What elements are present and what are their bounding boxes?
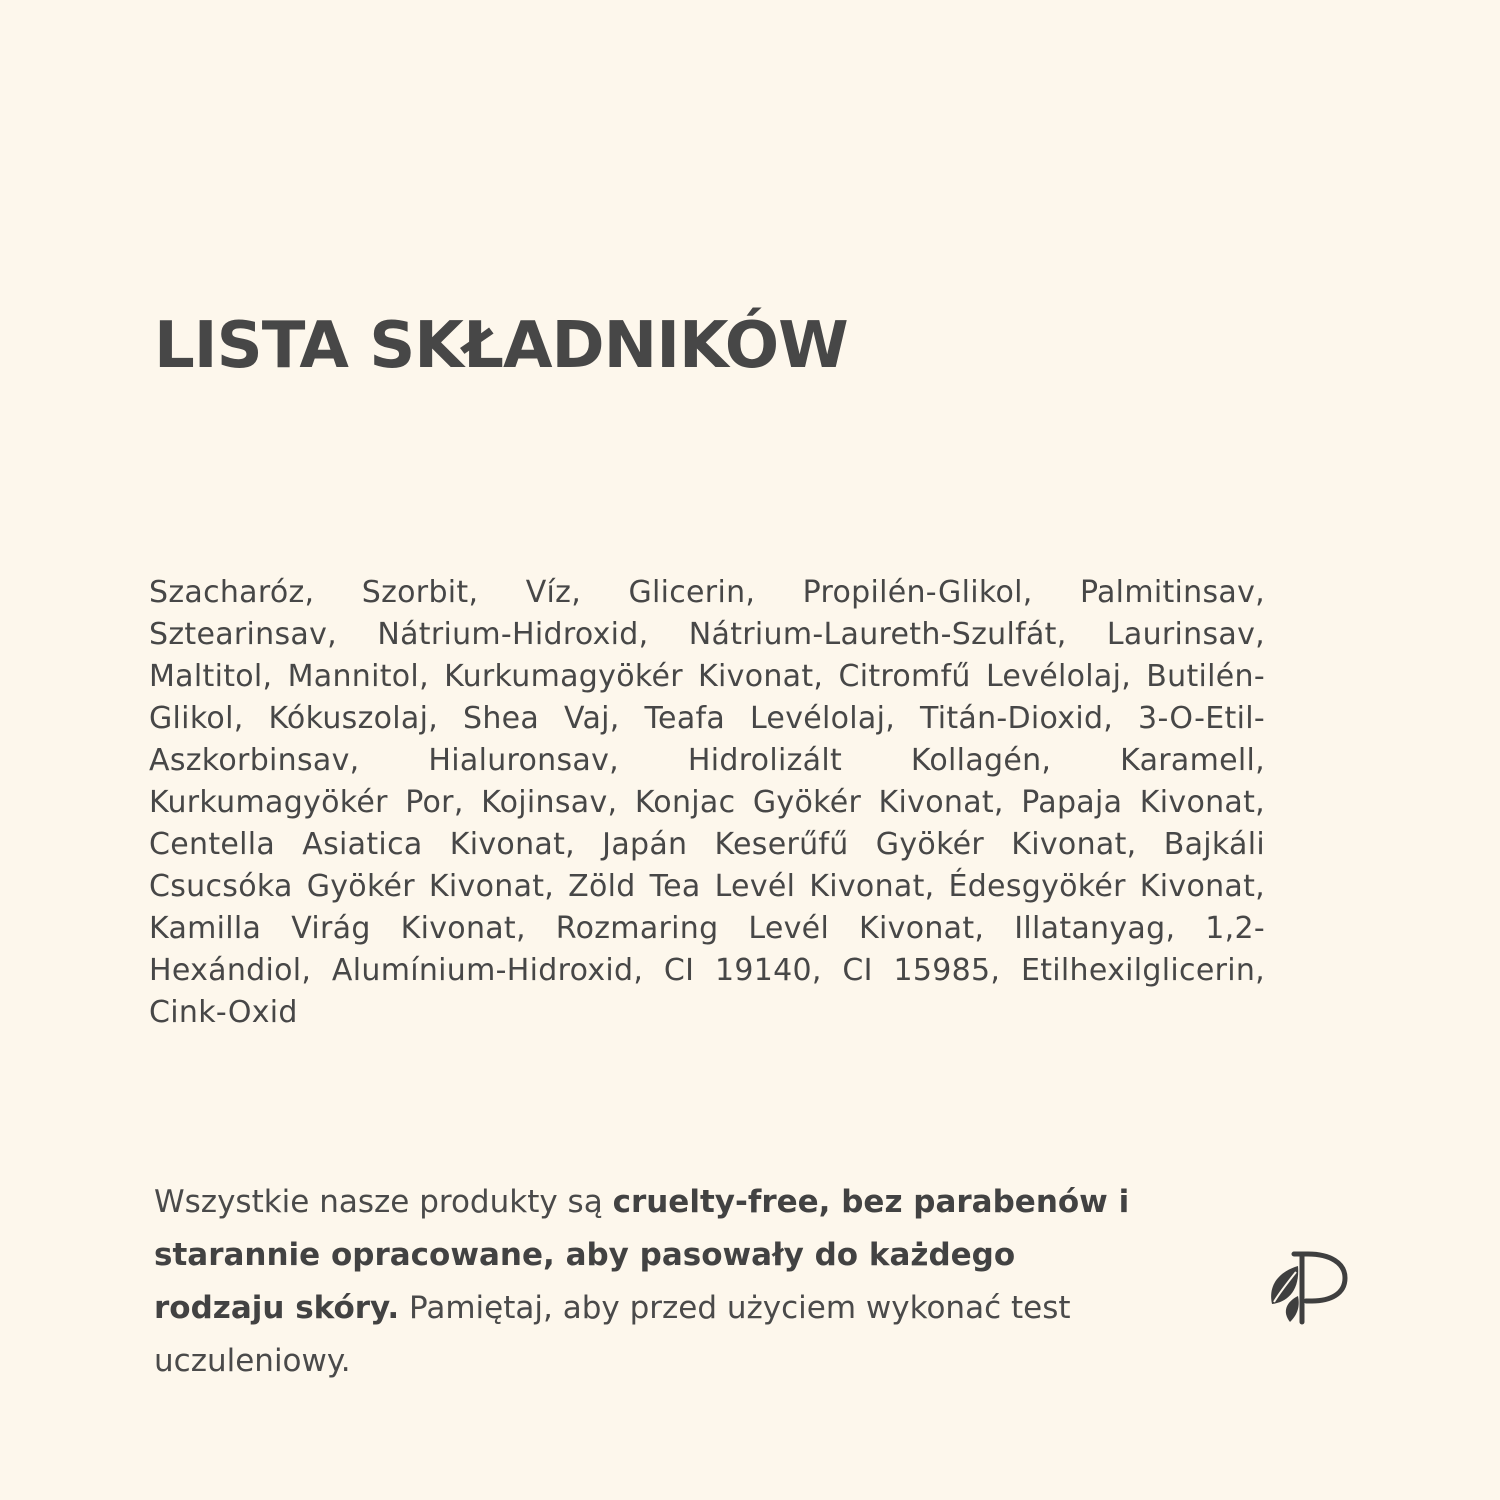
ingredients-list: Szacharóz, Szorbit, Víz, Glicerin, Propilén-Glikol, Palmitinsav, Sztearinsav, Nátrium-Hidroxid, Nátrium-Laureth-Szulfát, Laurinsav, Maltitol, Mannitol, Kurkumagyökér Kivonat, Citromfű Levélolaj, Butilén-Glikol, Kókuszolaj, Shea Vaj, Teafa Levélolaj, Titán-Dioxid, 3-O-Etil-Aszkorbinsav, Hialuronsav, Hidrolizált Kollagén, Karamell, Kurkumagyökér Por, Kojinsav, Konjac Gyökér Kivonat, Papaja Kivonat, Centella Asiatica Kivonat, Japán Keserűfű Gyökér Kivonat, Bajkáli Csucsóka Gyökér Kivonat, Zöld Tea Levél Kivonat, Édesgyökér Kivonat, Kamilla Virág Kivonat, Rozmaring Levél Kivonat, Illatanyag, 1,2-Hexándiol, Alumínium-Hidroxid, CI 19140, CI 15985, Etilhexilglicerin, Cink-Oxid — [149, 575, 1265, 1030]
product-note — [154, 1176, 1144, 1388]
page-title: LISTA SKŁADNIKÓW — [154, 309, 848, 383]
logo-leaf-lower — [1286, 1296, 1299, 1322]
note-highlight: cruelty-free, bez parabenów i starannie opracowane, aby pasowały do każdego rodzaju skóry. — [154, 1184, 1130, 1326]
brand-logo-icon — [1268, 1250, 1350, 1326]
note-outro: Pamiętaj, aby przed użyciem wykonać test uczuleniowy. — [154, 1290, 1071, 1379]
note-intro: Wszystkie nasze produkty są — [154, 1184, 613, 1220]
